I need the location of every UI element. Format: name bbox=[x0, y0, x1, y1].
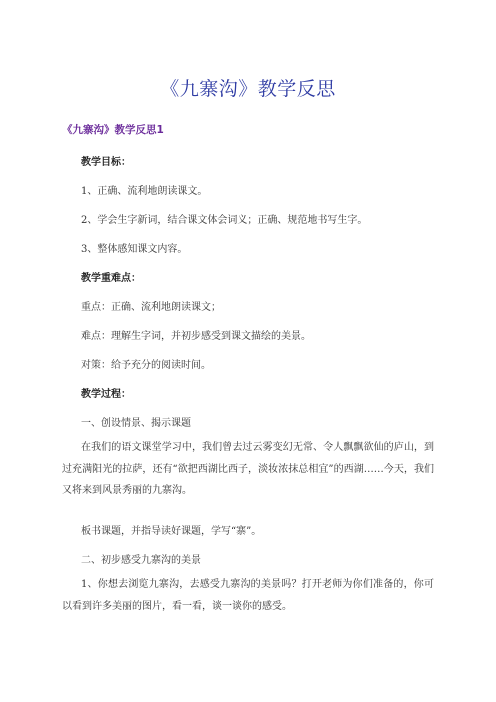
goals-heading: 教学目标： bbox=[81, 157, 131, 168]
goal-item-2: 2、学会生字新词，结合课文体会词义；正确、规范地书写生字。 bbox=[81, 215, 368, 226]
strategy-text: 对策：给予充分的阅读时间。 bbox=[81, 360, 211, 371]
goal-item-3: 3、整体感知课文内容。 bbox=[81, 244, 188, 255]
step-2-heading: 二、初步感受九寨沟的美景 bbox=[81, 555, 201, 566]
question-paragraph: 1、你想去浏览九寨沟，去感受九寨沟的美景吗？打开老师为你们准备的，你可以看到许多美丽的图片，看一看，谈一谈你的感受。 bbox=[62, 579, 434, 612]
key-point-text: 重点：正确、流利地朗读课文； bbox=[81, 302, 221, 313]
step-1-heading: 一、创设情景、揭示课题 bbox=[81, 418, 191, 429]
goal-item-1: 1、正确、流利地朗读课文。 bbox=[81, 186, 208, 197]
intro-paragraph: 在我们的语文课堂学习中，我们曾去过云雾变幻无常、令人飘飘欲仙的庐山，到过充满阳光的拉萨，还有“欲把西湖比西子，淡妆浓抹总相宜”的西湖……今天，我们又将来到风景秀丽的九寨沟。 bbox=[62, 442, 434, 496]
document-title: 《九寨沟》教学反思 bbox=[160, 78, 336, 100]
section-subtitle: 《九寨沟》教学反思1 bbox=[62, 124, 164, 136]
process-heading: 教学过程： bbox=[81, 389, 131, 400]
board-instruction: 板书课题，并指导读好课题，学写“寨”。 bbox=[81, 526, 262, 537]
key-points-heading: 教学重难点： bbox=[81, 273, 141, 284]
difficulty-text: 难点：理解生字词，并初步感受到课文描绘的美景。 bbox=[81, 331, 311, 342]
